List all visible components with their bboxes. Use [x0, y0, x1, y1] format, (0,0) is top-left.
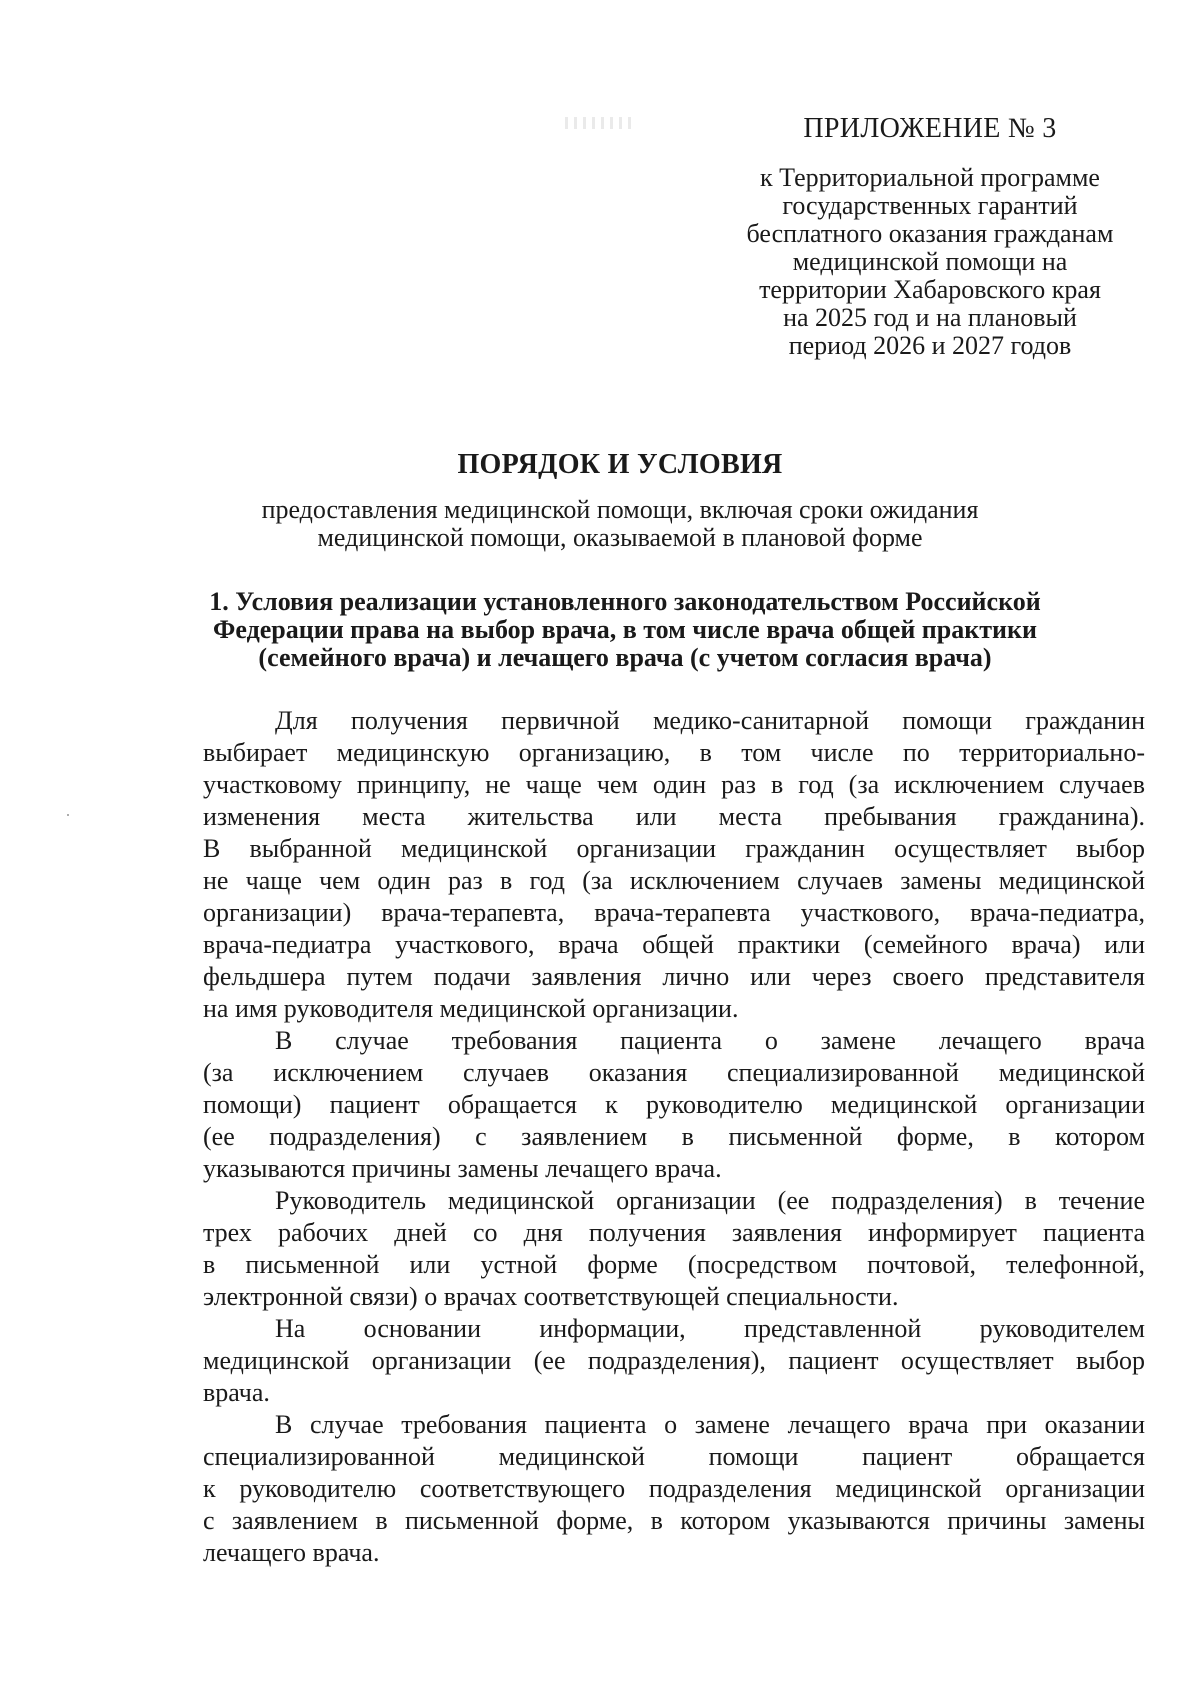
document-title: ПОРЯДОК И УСЛОВИЯ — [457, 449, 783, 480]
text-line: организации) врача-терапевта, врача-терапевта участкового, врача-педиатра, — [203, 898, 1145, 927]
appendix-line: период 2026 и 2027 годов — [788, 331, 1072, 360]
text-line: (ее подразделения) с заявлением в письменной форме, в котором — [203, 1122, 1145, 1151]
text-line: На основании информации, представленной руководителем — [275, 1314, 1145, 1343]
text-line: В случае требования пациента о замене лечащего врача — [275, 1026, 1145, 1055]
section-body — [203, 705, 1145, 1569]
appendix-line: медицинской помощи на — [792, 247, 1068, 276]
text-line: специализированной медицинской помощи пациент обращается — [203, 1442, 1145, 1471]
text-line: врача-педиатра участкового, врача общей практики (семейного врача) или — [203, 930, 1145, 959]
appendix-line: на 2025 год и на плановый — [783, 303, 1077, 332]
scan-artifact-dot — [67, 814, 69, 816]
paragraph — [203, 1409, 1145, 1569]
appendix-header — [735, 112, 1125, 360]
text-line: медицинской организации (ее подразделения), пациент осуществляет выбор — [203, 1346, 1145, 1375]
text-line: участковому принципу, не чаще чем один раз в год (за исключением случаев — [203, 770, 1145, 799]
text-line: к руководителю соответствующего подразделения медицинской организации — [203, 1474, 1145, 1503]
scan-artifact — [565, 117, 635, 129]
text-line: помощи) пациент обращается к руководителю медицинской организации — [203, 1090, 1145, 1119]
text-line: указываются причины замены лечащего врача. — [203, 1154, 722, 1183]
paragraph — [203, 1025, 1145, 1185]
section-heading-line: 1. Условия реализации установленного законодательством Российской — [209, 587, 1041, 616]
text-line: в письменной или устной форме (посредством почтовой, телефонной, — [203, 1250, 1145, 1279]
appendix-line: территории Хабаровского края — [759, 275, 1101, 304]
text-line: фельдшера путем подачи заявления лично или через своего представителя — [203, 962, 1145, 991]
section-heading — [130, 588, 1120, 672]
text-line: не чаще чем один раз в год (за исключением случаев замены медицинской — [203, 866, 1145, 895]
text-line: изменения места жительства или места пребывания гражданина). — [203, 802, 1145, 831]
document-subtitle — [120, 496, 1120, 552]
section-heading-line: (семейного врача) и лечащего врача (с учетом согласия врача) — [258, 643, 992, 672]
text-line: врача. — [203, 1378, 270, 1407]
appendix-line: к Территориальной программе — [760, 163, 1100, 192]
appendix-title: ПРИЛОЖЕНИЕ № 3 — [803, 113, 1057, 144]
text-line: В выбранной медицинской организации гражданин осуществляет выбор — [203, 834, 1145, 863]
text-line: на имя руководителя медицинской организации. — [203, 994, 739, 1023]
paragraph — [203, 1185, 1145, 1313]
subtitle-line: предоставления медицинской помощи, включая сроки ожидания — [261, 495, 979, 524]
text-line: трех рабочих дней со дня получения заявления информирует пациента — [203, 1218, 1145, 1247]
paragraph — [203, 705, 1145, 1025]
text-line: В случае требования пациента о замене лечащего врача при оказании — [275, 1410, 1145, 1439]
section-heading-line: Федерации права на выбор врача, в том числе врача общей практики — [213, 615, 1037, 644]
text-line: Для получения первичной медико-санитарной помощи гражданин — [275, 706, 1145, 735]
appendix-line: государственных гарантий — [782, 191, 1078, 220]
text-line: с заявлением в письменной форме, в котором указываются причины замены — [203, 1506, 1145, 1535]
paragraph — [203, 1313, 1145, 1409]
text-line: выбирает медицинскую организацию, в том числе по территориально- — [203, 738, 1145, 767]
subtitle-line: медицинской помощи, оказываемой в плановой форме — [317, 523, 923, 552]
text-line: электронной связи) о врачах соответствующей специальности. — [203, 1282, 899, 1311]
appendix-line: бесплатного оказания гражданам — [746, 219, 1114, 248]
text-line: Руководитель медицинской организации (ее подразделения) в течение — [275, 1186, 1145, 1215]
text-line: (за исключением случаев оказания специализированной медицинской — [203, 1058, 1145, 1087]
text-line: лечащего врача. — [203, 1538, 380, 1567]
